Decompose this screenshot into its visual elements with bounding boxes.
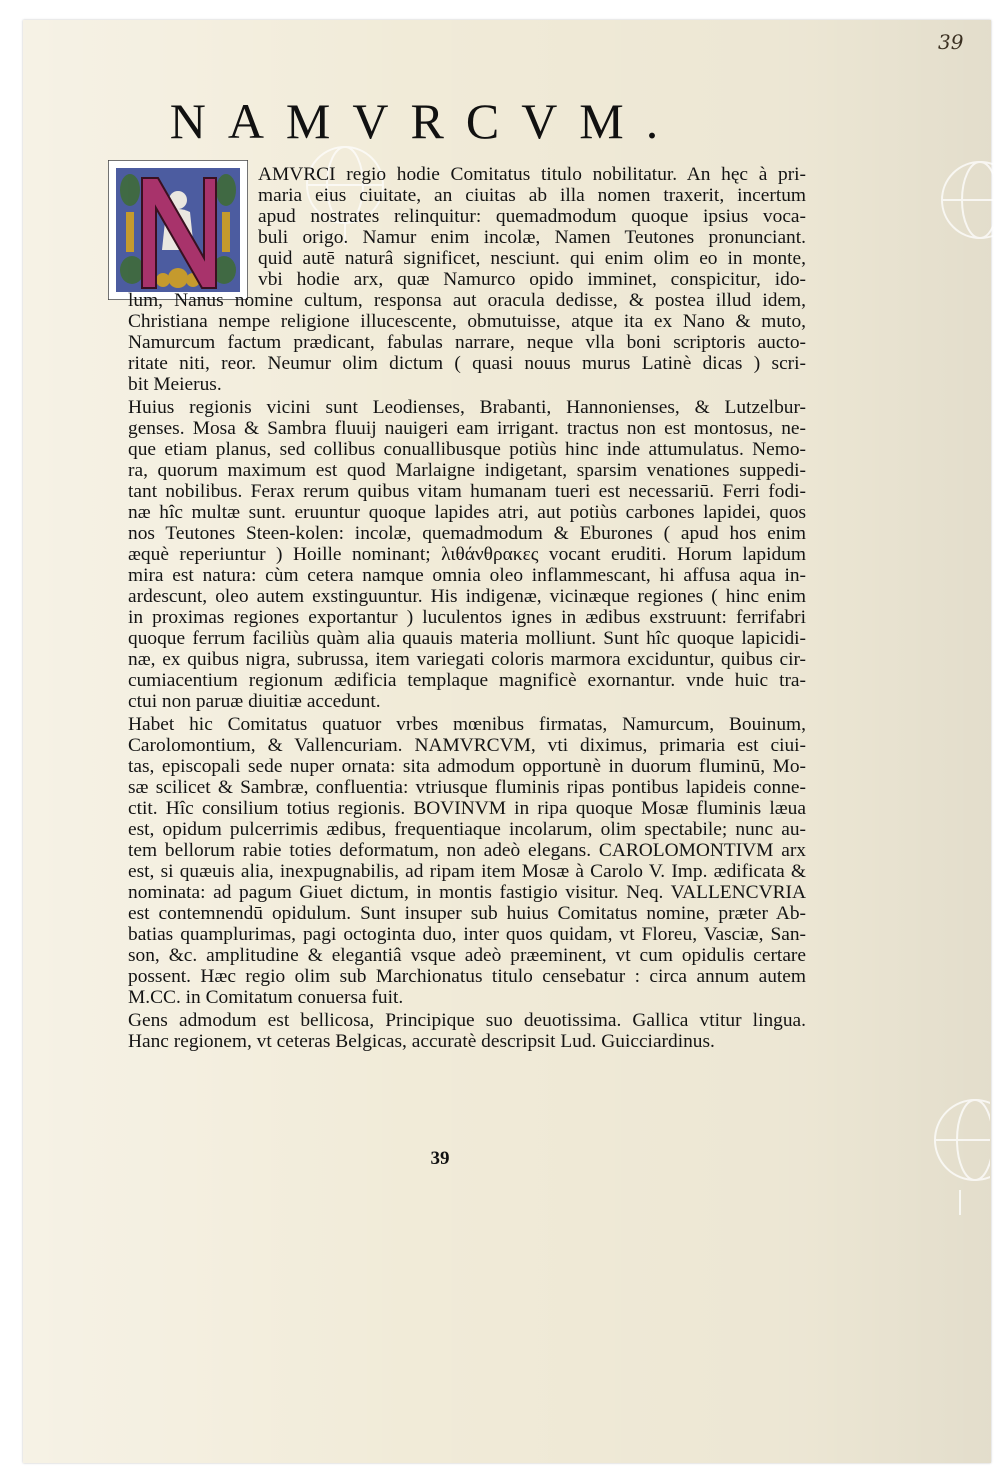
text-line: quid autē naturâ significet, nesciunt. qui enim olim eo in monte, — [258, 248, 806, 269]
text-line: tant nobilibus. Ferax rerum quibus vitam humanam tueri est necessariū. Ferri fodi- — [128, 481, 806, 502]
text-line: batias quamplurimas, pagi octoginta duo, inter quos quidam, vt Floreu, Vasciæ, San- — [128, 924, 806, 945]
text-line: est, opidum pulcerrimis ædibus, frequentiaque incolarum, olim spectabile; nunc au- — [128, 819, 806, 840]
text-line: Christiana nempe religione illucescente, obmutuisse, atque ita ex Nano & muto, — [128, 311, 806, 332]
text-line: nominata: ad pagum Giuet dictum, in montis fastigio visitur. Neq. VALLENCVRIA — [128, 882, 806, 903]
text-line: æquè reperiuntur ) Hoille nominant; λιθάνθρακες vocant eruditi. Horum lapidum — [128, 544, 806, 565]
text-line: ctit. Hîc consilium totius regionis. BOVINVM in ripa quoque Mosæ fluminis læua — [128, 798, 806, 819]
text-line: quoque ferrum faciliùs quàm alia quauis materia molliunt. Sunt hîc quoque lapicidi- — [128, 628, 806, 649]
text-line: Hanc regionem, vt ceteras Belgicas, accuratè descripsit Lud. Guicciardinus. — [128, 1031, 715, 1052]
text-line: næ hîc multæ sunt. eruuntur quoque lapides atri, aut potiùs carbones lapidei, quos — [128, 502, 806, 523]
paragraph — [128, 1010, 806, 1052]
paragraph — [128, 714, 806, 1008]
text-line: Huius regionis vicini sunt Leodienses, Brabanti, Hannonienses, & Lutzelbur- — [128, 397, 806, 418]
text-line: genses. Mosa & Sambra fluuij nauigeri eam irrigant. tractus non est montosus, ne- — [128, 418, 806, 439]
paragraph — [128, 397, 806, 712]
text-line: mira est natura: cùm cetera namque omnia oleo inflammescant, hi affusa aqua in- — [128, 565, 806, 586]
body-text — [128, 164, 806, 1052]
text-line: bit Meierus. — [128, 374, 222, 395]
text-line: ra, quorum maximum est quod Marlaigne indigetant, sparsim venationes suppedi- — [128, 460, 806, 481]
page-number: 39 — [430, 1148, 450, 1169]
text-line: M.CC. in Comitatum conuersa fuit. — [128, 987, 404, 1008]
text-line: buli origo. Namur enim incolæ, Namen Teutones pronunciant. — [258, 227, 806, 248]
text-line: Namurcum factum prædicant, fabulas narrare, neque vlla boni scriptoris aucto- — [128, 332, 806, 353]
watermark-globe-icon — [935, 150, 995, 260]
text-line: lum, Nanus nomine cultum, responsa aut oracula dedisse, & postea illud idem, — [128, 290, 806, 311]
text-line: tas, episcopali sede nuper ornata: sita admodum opportunè in duorum fluminū, Mo- — [128, 756, 806, 777]
text-line: ritate niti, reor. Neumur olim dictum ( quasi nouus murus Latinè dicas ) scri- — [128, 353, 806, 374]
paragraph — [128, 164, 806, 395]
text-line: cumiacentium regionum ædificia templaque magnificè exornantur. vnde huic tra- — [128, 670, 806, 691]
text-line: son, &c. amplitudine & elegantiâ vsque adeò præeminent, vt cum opidulis certare — [128, 945, 806, 966]
text-line: que etiam planus, sed collibus conuallibusque potiùs hinc inde attumulatus. Nemo- — [128, 439, 806, 460]
text-line: ctui non paruæ diuitiæ accedunt. — [128, 691, 381, 712]
text-line: Habet hic Comitatus quatuor vrbes mœnibus firmatas, Namurcum, Bouinum, — [128, 714, 806, 735]
text-line: maria eius ciuitate, an ciuitas ab illa nomen traxerit, incertum — [258, 185, 806, 206]
text-line: in proximas regiones exportantur ) luculentos ignes in ædibus exstruunt: ferrifabri — [128, 607, 806, 628]
text-line: nos Teutones Steen-kolen: incolæ, quemadmodum & Eburones ( apud hos enim — [128, 523, 806, 544]
text-line: ardescunt, oleo autem exstinguuntur. His indigenæ, vicinæque regiones ( hinc enim — [128, 586, 806, 607]
text-line: Gens admodum est bellicosa, Principique suo deuotissima. Gallica vtitur lingua. — [128, 1010, 806, 1031]
text-line: næ, ex quibus nigra, subrussa, item variegati coloris marmora exciduntur, quibus cir- — [128, 649, 806, 670]
text-line: sæ scilicet & Sambræ, confluentia: vtriusque fluminis ripas pontibus lapideis conne- — [128, 777, 806, 798]
page-title: NAMVRCVM. — [169, 93, 681, 149]
folio-number: 39 — [938, 30, 964, 54]
text-line: Carolomontium, & Vallencuriam. NAMVRCVM, vti diximus, primaria est ciui- — [128, 735, 806, 756]
text-line: apud nostrates relinquitur: quemadmodum quoque ipsius voca- — [258, 206, 806, 227]
text-line: vbi hodie arx, quæ Namurco opido imminet, conspicitur, ido- — [258, 269, 806, 290]
text-line: possent. Hæc regio olim sub Marchionatus titulo censebatur : circa annum autem — [128, 966, 806, 987]
text-line: est contemnendū opidulum. Sunt insuper sub huius Comitatus nomine, præter Ab- — [128, 903, 806, 924]
text-line: est, si quæuis alia, inexpugnabilis, ad ripam item Mosæ à Carolo V. Imp. ædificata & — [128, 861, 806, 882]
text-line: AMVRCI regio hodie Comitatus titulo nobilitatur. An hęc à pri- — [258, 164, 806, 185]
text-line: tem bellorum rabie toties deformatum, non adeò elegans. CAROLOMONTIVM arx — [128, 840, 806, 861]
